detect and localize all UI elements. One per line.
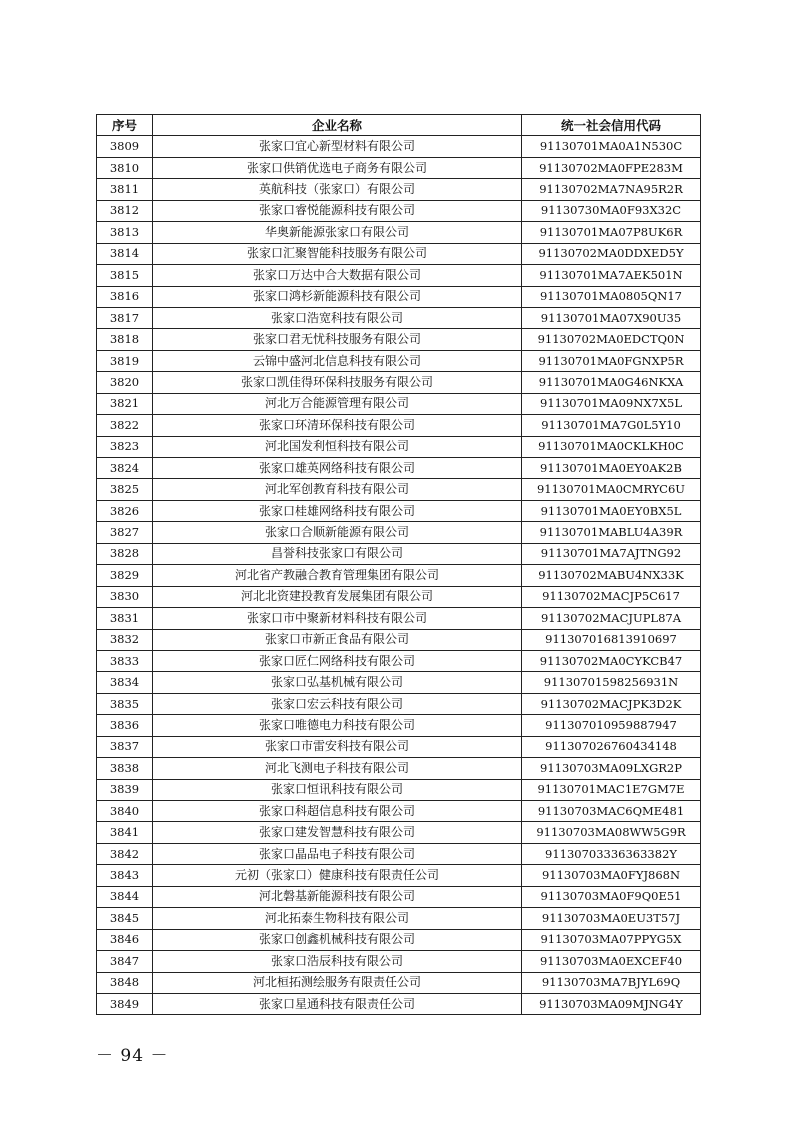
- table-row: [97, 522, 701, 543]
- row-index: 3835: [97, 693, 153, 714]
- table-row: [97, 136, 701, 157]
- credit-code: 91130703MA0F9Q0E51: [522, 886, 701, 907]
- company-name: 张家口浩宽科技有限公司: [153, 307, 522, 328]
- row-index: 3816: [97, 286, 153, 307]
- row-index: 3849: [97, 993, 153, 1014]
- row-index: 3813: [97, 222, 153, 243]
- row-index: 3839: [97, 779, 153, 800]
- credit-code: 91130701MA09NX7X5L: [522, 393, 701, 414]
- credit-code: 91130701MA0EY0AK2B: [522, 458, 701, 479]
- table-row: [97, 286, 701, 307]
- company-name: 河北万合能源管理有限公司: [153, 393, 522, 414]
- table-row: [97, 329, 701, 350]
- row-index: 3814: [97, 243, 153, 264]
- row-index: 3845: [97, 908, 153, 929]
- table-row: [97, 415, 701, 436]
- table-row: [97, 972, 701, 993]
- table-row: [97, 993, 701, 1014]
- company-name: 张家口合顺新能源有限公司: [153, 522, 522, 543]
- table-row: [97, 458, 701, 479]
- company-name: 张家口建发智慧科技有限公司: [153, 822, 522, 843]
- credit-code: 91130702MACJPK3D2K: [522, 693, 701, 714]
- credit-code: 91130701MA0CMRYC6U: [522, 479, 701, 500]
- credit-code: 91130703MA08WW5G9R: [522, 822, 701, 843]
- table-row: [97, 715, 701, 736]
- credit-code: 91130703MA0EU3T57J: [522, 908, 701, 929]
- table-row: [97, 886, 701, 907]
- row-index: 3838: [97, 758, 153, 779]
- credit-code: 91130702MA0CYKCB47: [522, 650, 701, 671]
- row-index: 3842: [97, 843, 153, 864]
- table-row: [97, 179, 701, 200]
- row-index: 3819: [97, 350, 153, 371]
- table-row: [97, 307, 701, 328]
- credit-code: 91130701MA0G46NKXA: [522, 372, 701, 393]
- credit-code: 91130703MAC6QME481: [522, 801, 701, 822]
- credit-code: 91130703MA0EXCEF40: [522, 951, 701, 972]
- row-index: 3836: [97, 715, 153, 736]
- table-row: [97, 200, 701, 221]
- credit-code: 91130702MABU4NX33K: [522, 565, 701, 586]
- credit-code: 91130703MA7BJYL69Q: [522, 972, 701, 993]
- credit-code: 91130701MA7AJTNG92: [522, 543, 701, 564]
- table-row: [97, 608, 701, 629]
- row-index: 3834: [97, 672, 153, 693]
- row-index: 3820: [97, 372, 153, 393]
- credit-code: 91130701MA07X90U35: [522, 307, 701, 328]
- credit-code: 91130702MA0EDCTQ0N: [522, 329, 701, 350]
- table-body: [97, 136, 701, 1015]
- credit-code: 91130702MACJP5C617: [522, 586, 701, 607]
- row-index: 3823: [97, 436, 153, 457]
- company-name: 张家口供销优选电子商务有限公司: [153, 157, 522, 178]
- company-name: 河北磐基新能源科技有限公司: [153, 886, 522, 907]
- company-name: 张家口宏云科技有限公司: [153, 693, 522, 714]
- company-name: 张家口环清环保科技有限公司: [153, 415, 522, 436]
- row-index: 3825: [97, 479, 153, 500]
- row-index: 3817: [97, 307, 153, 328]
- company-name: 河北飞测电子科技有限公司: [153, 758, 522, 779]
- company-name: 张家口匠仁网络科技有限公司: [153, 650, 522, 671]
- row-index: 3848: [97, 972, 153, 993]
- credit-code: 91130730MA0F93X32C: [522, 200, 701, 221]
- credit-code: 91130703MA09LXGR2P: [522, 758, 701, 779]
- row-index: 3840: [97, 801, 153, 822]
- company-name: 张家口汇聚智能科技服务有限公司: [153, 243, 522, 264]
- company-name: 张家口星通科技有限责任公司: [153, 993, 522, 1014]
- company-name: 张家口恒讯科技有限公司: [153, 779, 522, 800]
- credit-code: 91130702MA7NA95R2R: [522, 179, 701, 200]
- table-row: [97, 543, 701, 564]
- table-row: [97, 865, 701, 886]
- row-index: 3822: [97, 415, 153, 436]
- table-row: [97, 265, 701, 286]
- credit-code: 91130703336363382Y: [522, 843, 701, 864]
- credit-code: 91130703MA09MJNG4Y: [522, 993, 701, 1014]
- company-name: 云锦中盛河北信息科技有限公司: [153, 350, 522, 371]
- credit-code: 91130701MA0A1N530C: [522, 136, 701, 157]
- row-index: 3837: [97, 736, 153, 757]
- header-index: 序号: [97, 115, 153, 136]
- table-row: [97, 565, 701, 586]
- company-name: 张家口万达中合大数据有限公司: [153, 265, 522, 286]
- credit-code: 911307010959887947: [522, 715, 701, 736]
- row-index: 3847: [97, 951, 153, 972]
- row-index: 3830: [97, 586, 153, 607]
- row-index: 3829: [97, 565, 153, 586]
- credit-code: 91130703MA07PPYG5X: [522, 929, 701, 950]
- company-name: 张家口凯佳得环保科技服务有限公司: [153, 372, 522, 393]
- row-index: 3843: [97, 865, 153, 886]
- table-row: [97, 372, 701, 393]
- credit-code: 91130702MA0DDXED5Y: [522, 243, 701, 264]
- company-name: 张家口市中聚新材料科技有限公司: [153, 608, 522, 629]
- row-index: 3811: [97, 179, 153, 200]
- credit-code: 91130702MACJUPL87A: [522, 608, 701, 629]
- company-name: 河北桓拓测绘服务有限责任公司: [153, 972, 522, 993]
- row-index: 3826: [97, 500, 153, 521]
- company-name: 张家口鸿杉新能源科技有限公司: [153, 286, 522, 307]
- row-index: 3831: [97, 608, 153, 629]
- company-name: 张家口雄英网络科技有限公司: [153, 458, 522, 479]
- table-row: [97, 586, 701, 607]
- table-row: [97, 479, 701, 500]
- company-name: 河北国发利恒科技有限公司: [153, 436, 522, 457]
- page-number: － 94 －: [96, 1046, 169, 1066]
- row-index: 3809: [97, 136, 153, 157]
- table-row: [97, 350, 701, 371]
- table-row: [97, 908, 701, 929]
- company-name: 张家口弘基机械有限公司: [153, 672, 522, 693]
- table-row: [97, 736, 701, 757]
- credit-code: 91130701MABLU4A39R: [522, 522, 701, 543]
- row-index: 3821: [97, 393, 153, 414]
- company-name: 元初（张家口）健康科技有限责任公司: [153, 865, 522, 886]
- row-index: 3846: [97, 929, 153, 950]
- table-row: [97, 822, 701, 843]
- table-row: [97, 779, 701, 800]
- header-credit-code: 统一社会信用代码: [522, 115, 701, 136]
- company-name: 张家口创鑫机械科技有限公司: [153, 929, 522, 950]
- table-row: [97, 693, 701, 714]
- table-row: [97, 157, 701, 178]
- company-name: 张家口市新正食品有限公司: [153, 629, 522, 650]
- row-index: 3812: [97, 200, 153, 221]
- company-name: 河北北资建投教育发展集团有限公司: [153, 586, 522, 607]
- table-row: [97, 758, 701, 779]
- table-row: [97, 843, 701, 864]
- credit-code: 91130701MA0FGNXP5R: [522, 350, 701, 371]
- table-header-row: [97, 115, 701, 136]
- table-row: [97, 393, 701, 414]
- credit-code: 91130701MA7AEK501N: [522, 265, 701, 286]
- company-name: 河北拓泰生物科技有限公司: [153, 908, 522, 929]
- table-row: [97, 801, 701, 822]
- company-name: 英航科技（张家口）有限公司: [153, 179, 522, 200]
- company-name: 张家口君无忧科技服务有限公司: [153, 329, 522, 350]
- table-row: [97, 436, 701, 457]
- company-name: 张家口唯德电力科技有限公司: [153, 715, 522, 736]
- row-index: 3833: [97, 650, 153, 671]
- enterprise-table: [96, 114, 701, 1015]
- credit-code: 91130701598256931N: [522, 672, 701, 693]
- credit-code: 91130701MA0CKLKH0C: [522, 436, 701, 457]
- company-name: 张家口晶品电子科技有限公司: [153, 843, 522, 864]
- company-name: 昌誉科技张家口有限公司: [153, 543, 522, 564]
- company-name: 张家口浩辰科技有限公司: [153, 951, 522, 972]
- row-index: 3827: [97, 522, 153, 543]
- row-index: 3815: [97, 265, 153, 286]
- credit-code: 91130703MA0FYJ868N: [522, 865, 701, 886]
- row-index: 3810: [97, 157, 153, 178]
- company-name: 河北省产教融合教育管理集团有限公司: [153, 565, 522, 586]
- credit-code: 91130701MA0EY0BX5L: [522, 500, 701, 521]
- company-name: 张家口市雷安科技有限公司: [153, 736, 522, 757]
- credit-code: 91130702MA0FPE283M: [522, 157, 701, 178]
- credit-code: 91130701MAC1E7GM7E: [522, 779, 701, 800]
- row-index: 3824: [97, 458, 153, 479]
- table-row: [97, 672, 701, 693]
- row-index: 3828: [97, 543, 153, 564]
- row-index: 3832: [97, 629, 153, 650]
- company-name: 张家口宜心新型材料有限公司: [153, 136, 522, 157]
- company-name: 张家口桂雄网络科技有限公司: [153, 500, 522, 521]
- company-name: 张家口睿悦能源科技有限公司: [153, 200, 522, 221]
- credit-code: 91130701MA0805QN17: [522, 286, 701, 307]
- company-name: 河北军创教育科技有限公司: [153, 479, 522, 500]
- table-row: [97, 222, 701, 243]
- table-row: [97, 650, 701, 671]
- company-name: 华奥新能源张家口有限公司: [153, 222, 522, 243]
- header-company-name: 企业名称: [153, 115, 522, 136]
- company-name: 张家口科超信息科技有限公司: [153, 801, 522, 822]
- credit-code: 91130701MA07P8UK6R: [522, 222, 701, 243]
- row-index: 3844: [97, 886, 153, 907]
- table-row: [97, 929, 701, 950]
- table-row: [97, 500, 701, 521]
- table-row: [97, 951, 701, 972]
- table-row: [97, 629, 701, 650]
- credit-code: 911307016813910697: [522, 629, 701, 650]
- credit-code: 911307026760434148: [522, 736, 701, 757]
- table-row: [97, 243, 701, 264]
- credit-code: 91130701MA7G0L5Y10: [522, 415, 701, 436]
- row-index: 3841: [97, 822, 153, 843]
- row-index: 3818: [97, 329, 153, 350]
